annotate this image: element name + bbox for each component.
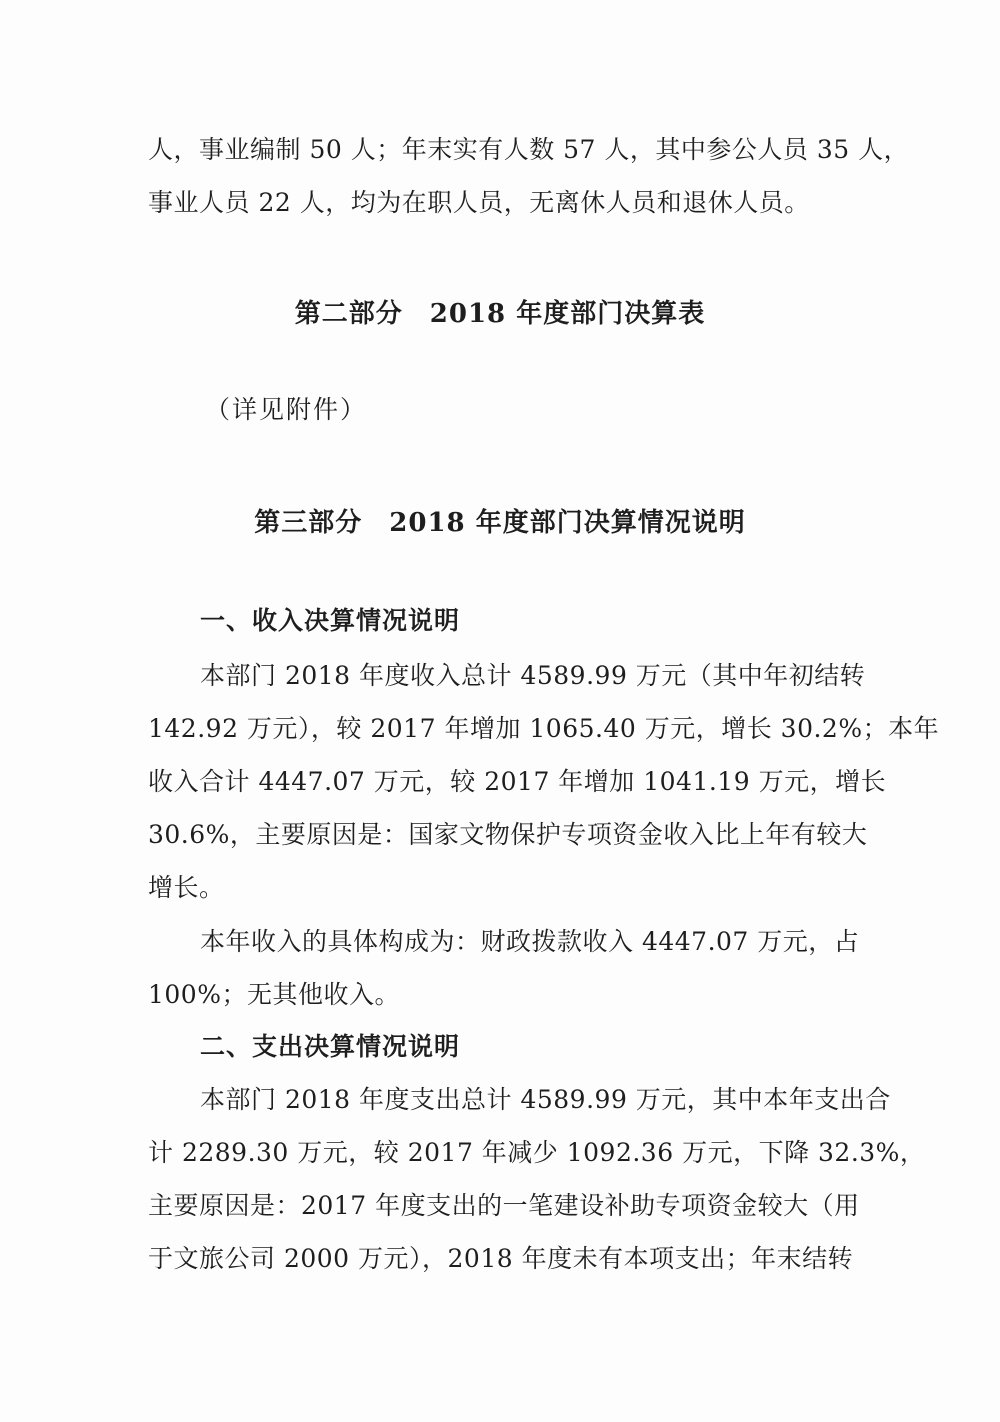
income-p1-line-1: 本部门 2018 年度收入总计 4589.99 万元（其中年初结转 (200, 661, 866, 690)
income-p1-line-3: 收入合计 4447.07 万元，较 2017 年增加 1041.19 万元，增长 (148, 767, 887, 796)
income-p1-line-2: 142.92 万元），较 2017 年增加 1065.40 万元，增长 30.2%；本年 (148, 714, 940, 743)
expense-p1-line-3: 主要原因是：2017 年度支出的一笔建设补助专项资金较大（用 (148, 1191, 860, 1220)
income-p2-line-1: 本年收入的具体构成为：财政拨款收入 4447.07 万元，占 (200, 927, 860, 956)
income-p1-line-5: 增长。 (148, 873, 225, 902)
part3-title: 第三部分 2018 年度部门决算情况说明 (254, 508, 746, 538)
income-p2-line-2: 100%；无其他收入。 (148, 980, 400, 1009)
part2-note: （详见附件） (205, 395, 368, 424)
expense-heading: 二、支出决算情况说明 (200, 1032, 461, 1061)
expense-p1-line-2: 计 2289.30 万元，较 2017 年减少 1092.36 万元，下降 32.3%， (148, 1138, 926, 1167)
part2-title: 第二部分 2018 年度部门决算表 (294, 299, 706, 329)
income-heading: 一、收入决算情况说明 (200, 606, 461, 635)
income-p1-line-4: 30.6%，主要原因是：国家文物保护专项资金收入比上年有较大 (148, 820, 868, 849)
intro-line-1: 人，事业编制 50 人；年末实有人数 57 人，其中参公人员 35 人， (148, 135, 910, 164)
intro-line-2: 事业人员 22 人，均为在职人员，无离休人员和退休人员。 (148, 188, 810, 217)
expense-p1-line-4: 于文旅公司 2000 万元），2018 年度未有本项支出；年末结转 (148, 1244, 854, 1273)
expense-p1-line-1: 本部门 2018 年度支出总计 4589.99 万元，其中本年支出合 (200, 1085, 891, 1114)
